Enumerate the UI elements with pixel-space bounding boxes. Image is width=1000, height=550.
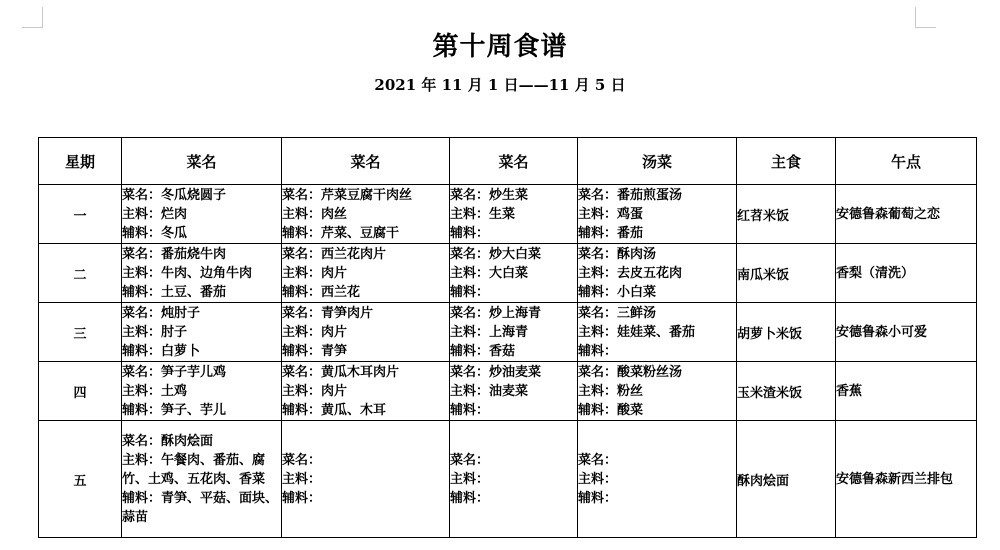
side-ingredient: 辅料：冬瓜 xyxy=(122,225,188,241)
dish-cell xyxy=(282,362,450,421)
page-title: 第十周食谱 xyxy=(432,32,568,62)
staple-cell: 酥肉烩面 xyxy=(737,421,836,538)
weekday-cell: 二 xyxy=(39,244,122,303)
side-ingredient: 辅料：香菇 xyxy=(450,343,516,359)
main-ingredient: 主料：牛肉、边角牛肉 xyxy=(122,265,253,281)
page-corner-mark-right xyxy=(915,7,936,28)
dish-cell xyxy=(450,303,578,362)
side-ingredient: 辅料：土豆、番茄 xyxy=(122,284,227,300)
side-ingredient: 辅料： xyxy=(578,490,618,506)
snack-cell: 安德鲁森小可爱 xyxy=(836,303,977,362)
side-ingredient: 辅料： xyxy=(450,490,490,506)
main-ingredient: 主料：肉片 xyxy=(282,383,348,399)
main-ingredient: 主料：肉片 xyxy=(282,324,348,340)
side-ingredient: 辅料：小白菜 xyxy=(578,284,657,300)
dish-cell xyxy=(282,303,450,362)
header-dish-2: 菜名 xyxy=(282,138,450,185)
dish-name: 菜名：番茄烧牛肉 xyxy=(122,246,227,262)
dish-cell xyxy=(282,185,450,244)
staple-cell: 玉米渣米饭 xyxy=(737,362,836,421)
header-snack: 午点 xyxy=(836,138,977,185)
dish-cell xyxy=(450,185,578,244)
main-ingredient: 主料： xyxy=(578,471,618,487)
table-row xyxy=(39,244,977,303)
main-ingredient: 主料：粉丝 xyxy=(578,383,644,399)
side-ingredient: 辅料：白萝卜 xyxy=(122,343,201,359)
main-ingredient: 主料：生菜 xyxy=(450,206,516,222)
soup-cell xyxy=(578,303,737,362)
weekday-cell: 一 xyxy=(39,185,122,244)
main-ingredient: 主料：油麦菜 xyxy=(450,383,529,399)
weekday-cell: 四 xyxy=(39,362,122,421)
header-dish-1: 菜名 xyxy=(122,138,282,185)
weekly-menu-table xyxy=(38,137,977,538)
dish-name: 菜名：芹菜豆腐干肉丝 xyxy=(282,187,413,203)
main-ingredient: 主料：肘子 xyxy=(122,324,188,340)
side-ingredient: 辅料： xyxy=(450,402,490,418)
header-staple: 主食 xyxy=(737,138,836,185)
dish-cell xyxy=(122,244,282,303)
side-ingredient: 辅料：笋子、芋儿 xyxy=(122,402,227,418)
main-ingredient: 主料：土鸡 xyxy=(122,383,188,399)
side-ingredient: 辅料：青笋 xyxy=(282,343,348,359)
dish-cell xyxy=(122,362,282,421)
main-ingredient: 主料：肉丝 xyxy=(282,206,348,222)
staple-cell: 红苕米饭 xyxy=(737,185,836,244)
main-ingredient: 主料：肉片 xyxy=(282,265,348,281)
date-range: 2021 年 11 月 1 日——11 月 5 日 xyxy=(374,76,626,94)
table-row xyxy=(39,421,977,538)
dish-name: 菜名：酸菜粉丝汤 xyxy=(578,364,683,380)
staple-cell: 南瓜米饭 xyxy=(737,244,836,303)
table-row xyxy=(39,185,977,244)
snack-cell: 安德鲁森葡萄之恋 xyxy=(836,185,977,244)
dish-name: 菜名：青笋肉片 xyxy=(282,305,374,321)
main-ingredient: 主料：烂肉 xyxy=(122,206,188,222)
side-ingredient: 辅料：青笋、平菇、面块、蒜苗 xyxy=(122,490,279,525)
side-ingredient: 辅料：黄瓜、木耳 xyxy=(282,402,387,418)
weekday-cell: 五 xyxy=(39,421,122,538)
soup-cell xyxy=(578,362,737,421)
snack-cell: 香梨（清洗） xyxy=(836,244,977,303)
dish-cell xyxy=(282,421,450,538)
dish-cell xyxy=(450,244,578,303)
side-ingredient: 辅料： xyxy=(450,225,490,241)
side-ingredient: 辅料：酸菜 xyxy=(578,402,644,418)
dish-cell xyxy=(450,362,578,421)
dish-name: 菜名：冬瓜烧圆子 xyxy=(122,187,227,203)
dish-name: 菜名：炒上海青 xyxy=(450,305,542,321)
page-corner-mark-left xyxy=(22,7,43,28)
header-row xyxy=(39,138,977,185)
dish-name: 菜名：番茄煎蛋汤 xyxy=(578,187,683,203)
main-ingredient: 主料：午餐肉、番茄、腐竹、土鸡、五花肉、香菜 xyxy=(122,452,266,487)
dish-name: 菜名：黄瓜木耳肉片 xyxy=(282,364,400,380)
dish-cell xyxy=(122,421,282,538)
dish-name: 菜名：炒生菜 xyxy=(450,187,529,203)
soup-cell xyxy=(578,185,737,244)
side-ingredient: 辅料：芹菜、豆腐干 xyxy=(282,225,400,241)
main-ingredient: 主料：娃娃菜、番茄 xyxy=(578,324,696,340)
dish-name: 菜名：炖肘子 xyxy=(122,305,201,321)
dish-name: 菜名：炒油麦菜 xyxy=(450,364,542,380)
dish-name: 菜名：炒大白菜 xyxy=(450,246,542,262)
main-ingredient: 主料：大白菜 xyxy=(450,265,529,281)
soup-cell xyxy=(578,421,737,538)
soup-cell xyxy=(578,244,737,303)
dish-name: 菜名：酥肉烩面 xyxy=(122,433,214,449)
snack-cell: 香蕉 xyxy=(836,362,977,421)
main-ingredient: 主料：上海青 xyxy=(450,324,529,340)
dish-name: 菜名： xyxy=(450,452,490,468)
side-ingredient: 辅料： xyxy=(578,343,618,359)
table-row xyxy=(39,362,977,421)
dish-name: 菜名：笋子芋儿鸡 xyxy=(122,364,227,380)
staple-cell: 胡萝卜米饭 xyxy=(737,303,836,362)
dish-name: 菜名：西兰花肉片 xyxy=(282,246,387,262)
main-ingredient: 主料： xyxy=(450,471,490,487)
table-row xyxy=(39,303,977,362)
side-ingredient: 辅料：西兰花 xyxy=(282,284,361,300)
main-ingredient: 主料：鸡蛋 xyxy=(578,206,644,222)
dish-cell xyxy=(282,244,450,303)
side-ingredient: 辅料： xyxy=(450,284,490,300)
dish-name: 菜名：三鲜汤 xyxy=(578,305,657,321)
side-ingredient: 辅料： xyxy=(282,490,322,506)
dish-name: 菜名： xyxy=(282,452,322,468)
dish-cell xyxy=(122,185,282,244)
header-soup: 汤菜 xyxy=(578,138,737,185)
main-ingredient: 主料：去皮五花肉 xyxy=(578,265,683,281)
dish-cell xyxy=(450,421,578,538)
weekday-cell: 三 xyxy=(39,303,122,362)
side-ingredient: 辅料：番茄 xyxy=(578,225,644,241)
dish-cell xyxy=(122,303,282,362)
dish-name: 菜名：酥肉汤 xyxy=(578,246,657,262)
dish-name: 菜名： xyxy=(578,452,618,468)
header-dish-3: 菜名 xyxy=(450,138,578,185)
main-ingredient: 主料： xyxy=(282,471,322,487)
snack-cell: 安德鲁森新西兰排包 xyxy=(836,421,977,538)
header-weekday: 星期 xyxy=(39,138,122,185)
